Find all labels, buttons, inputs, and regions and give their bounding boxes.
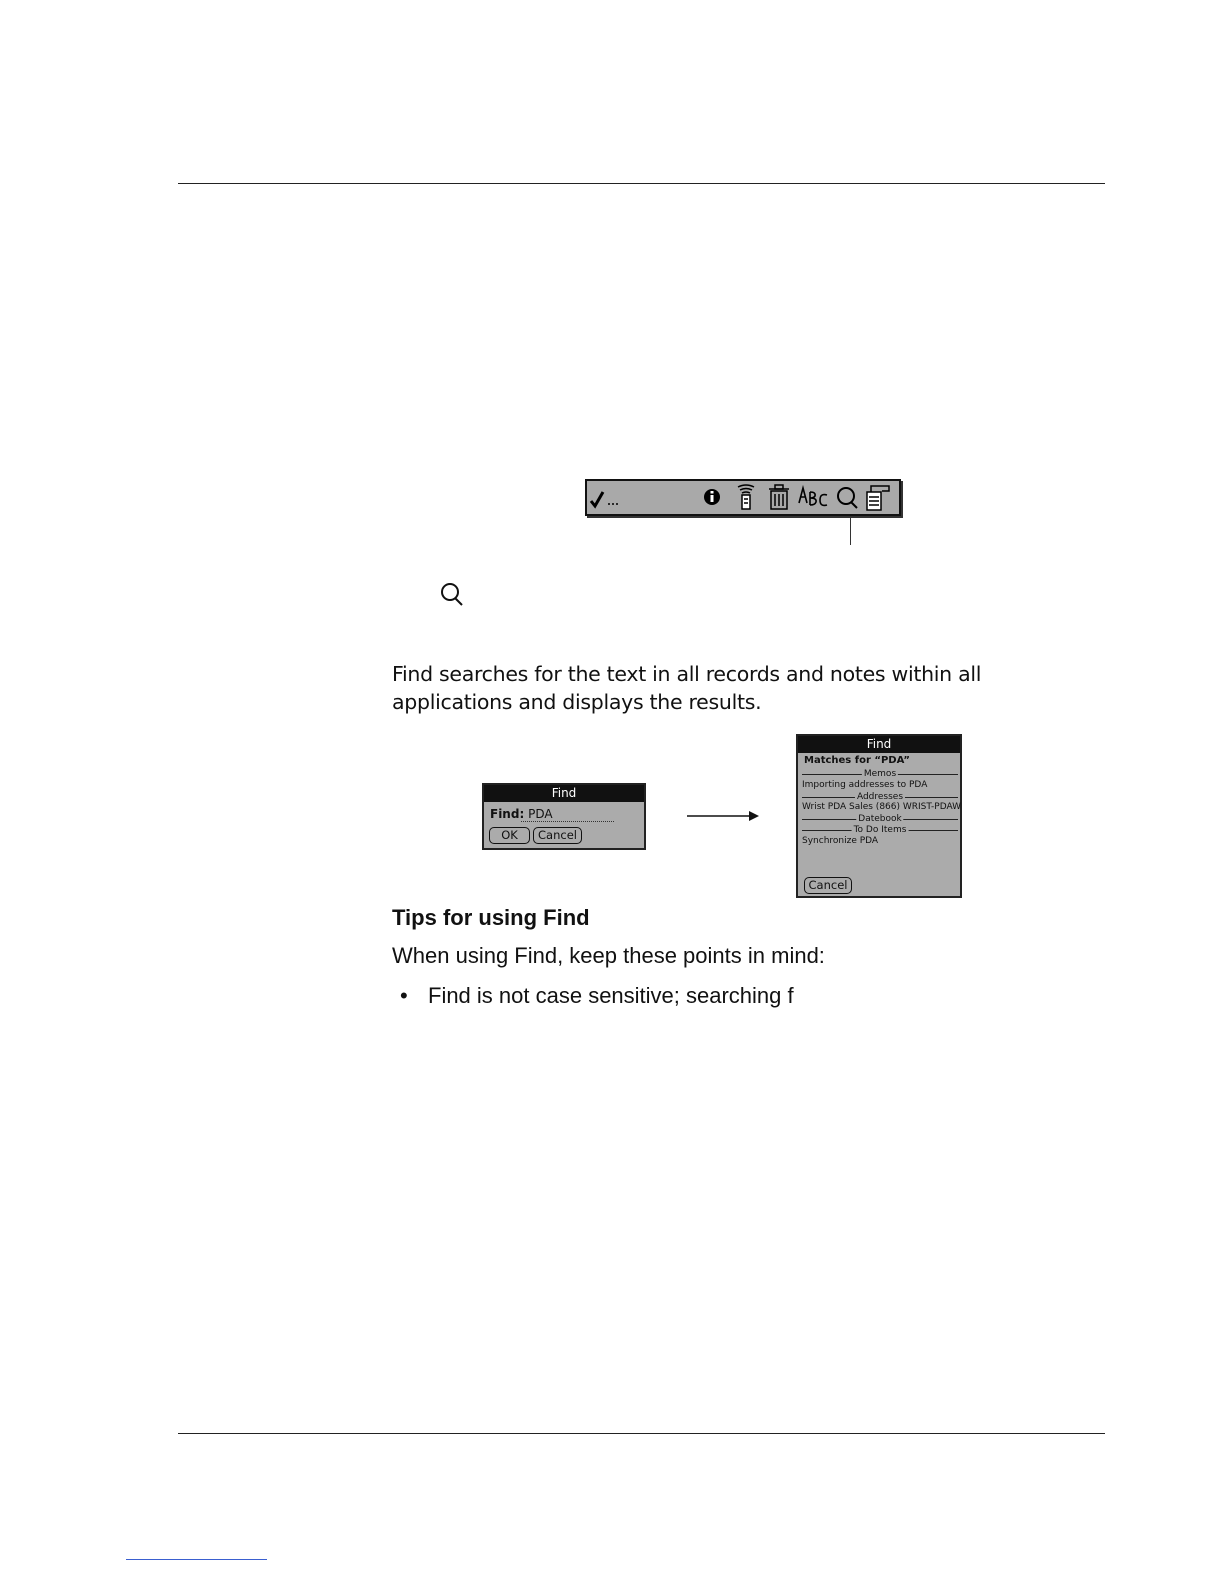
- callout-line: [850, 516, 851, 545]
- find-icon: [838, 488, 857, 508]
- find-description: Find searches for the text in all records and notes within all applications and displays the results.: [392, 662, 982, 714]
- command-toolbar: [585, 479, 901, 516]
- find-field[interactable]: [490, 807, 553, 821]
- footer-rule: [178, 1433, 1105, 1434]
- bullet-icon: •: [400, 983, 408, 1008]
- menu-icon: [867, 486, 889, 510]
- find-label: Find:: [490, 807, 525, 821]
- result-item[interactable]: Wrist PDA Sales (866) WRIST-PDAW: [802, 802, 962, 812]
- find-value: PDA: [528, 807, 553, 821]
- checkmark-icon: [591, 492, 618, 506]
- link-underline: [126, 1559, 267, 1560]
- tip-item: Find is not case sensitive; searching f: [428, 983, 794, 1008]
- beam-icon: [738, 485, 754, 509]
- cancel-button[interactable]: Cancel: [804, 877, 852, 894]
- find-icon: [437, 580, 469, 615]
- arrow-right-icon: [687, 808, 761, 829]
- input-underline: [521, 821, 614, 822]
- cancel-button[interactable]: Cancel: [533, 827, 582, 844]
- matches-heading: Matches for “PDA”: [804, 755, 910, 766]
- find-dialog: [482, 783, 646, 850]
- result-item[interactable]: Synchronize PDA: [802, 836, 879, 846]
- find-results-screen: [796, 734, 962, 898]
- section-header-addresses: Addresses: [802, 792, 958, 803]
- section-heading: Tips for using Find: [392, 905, 590, 930]
- section-header-todo: To Do Items: [802, 825, 958, 836]
- section-header-memos: Memos: [802, 769, 958, 780]
- abc-icon: [799, 488, 827, 505]
- trash-icon: [769, 485, 789, 509]
- result-item[interactable]: Importing addresses to PDA: [802, 780, 928, 790]
- tips-intro: When using Find, keep these points in mind:: [392, 943, 825, 968]
- header-rule: [178, 183, 1105, 184]
- section-header-datebook: Datebook: [802, 814, 958, 825]
- info-icon: [704, 489, 720, 505]
- results-title: Find: [798, 736, 960, 753]
- dialog-title: Find: [484, 785, 644, 802]
- ok-button[interactable]: OK: [489, 827, 530, 844]
